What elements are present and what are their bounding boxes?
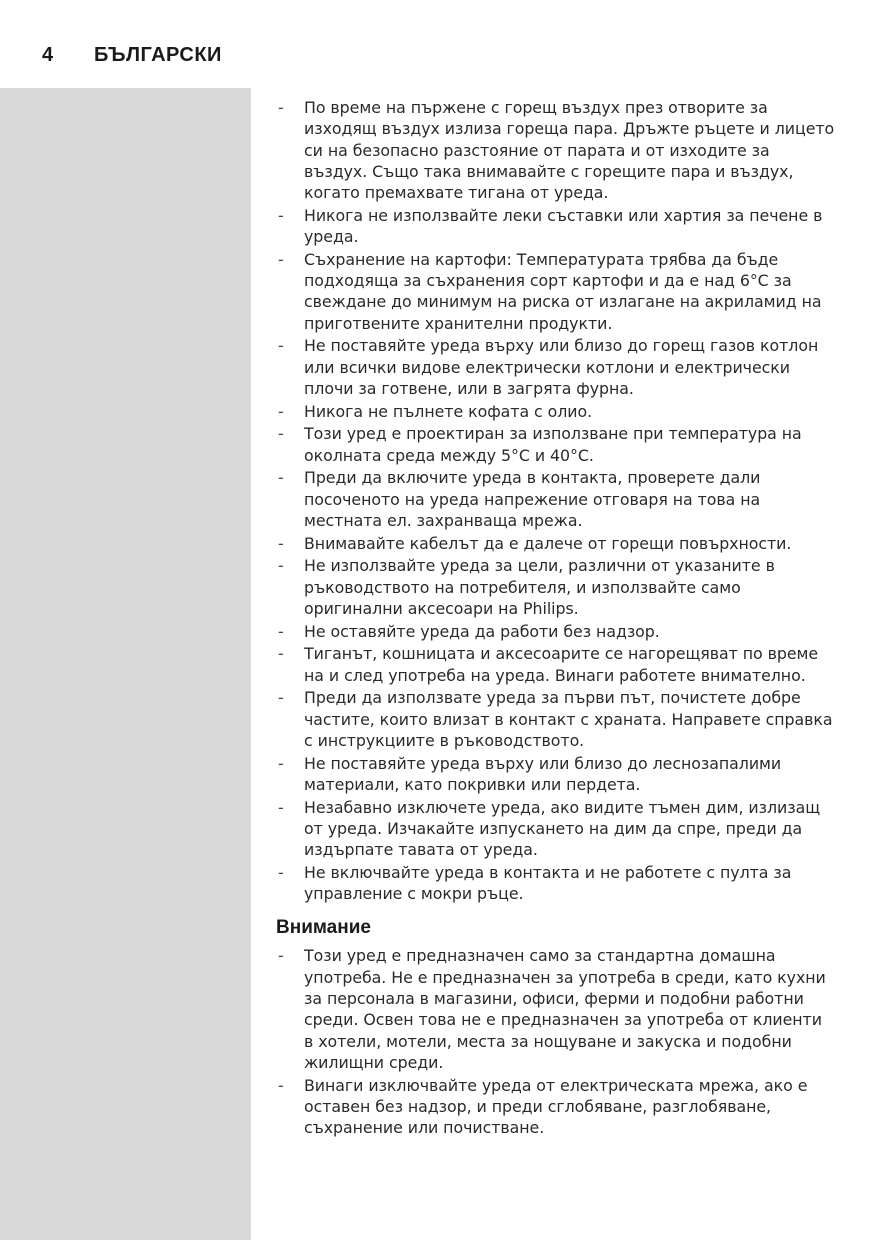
bullet-dash: - bbox=[278, 468, 284, 488]
list-item-text: Този уред е предназначен само за стандартна домашна употреба. Не е предназначен за употреба в среди, като кухни за персонала в магазини, офиси, ферми и подобни работни среди. Освен това не е предназначен за употреба от клиенти в хотели, мотели, места за нощуване и закуска и подобни жилищни среди. bbox=[304, 946, 826, 1072]
bullet-dash: - bbox=[278, 862, 284, 882]
caution-list bbox=[276, 945, 836, 1138]
list-item-text: Тиганът, кошницата и аксесоарите се нагорещяват по време на и след употреба на уреда. Винаги работете внимателно. bbox=[304, 644, 819, 685]
list-item-text: Преди да включите уреда в контакта, проверете дали посоченото на уреда напрежение отговаря на това на местната ел. захранваща мрежа. bbox=[304, 468, 761, 530]
caution-heading: Внимание bbox=[276, 917, 371, 939]
list-item bbox=[276, 249, 836, 334]
list-item-text: Никога не пълнете кофата с олио. bbox=[304, 401, 593, 421]
list-item-text: Внимавайте кабелът да е далече от горещи повърхности. bbox=[304, 533, 792, 553]
list-item bbox=[276, 862, 836, 905]
list-item bbox=[276, 555, 836, 619]
bullet-dash: - bbox=[278, 205, 284, 225]
list-item bbox=[276, 97, 836, 203]
language-title: БЪЛГАРСКИ bbox=[94, 43, 222, 66]
list-item bbox=[276, 945, 836, 1073]
bullet-dash: - bbox=[278, 556, 284, 576]
list-item-text: Съхранение на картофи: Температурата трябва да бъде подходяща за съхранения сорт картофи и да е над 6°C за свеждане до минимум на риска от излагане на акриламид на приготвените хранителни продукти. bbox=[304, 249, 822, 333]
sidebar-panel bbox=[0, 88, 251, 1240]
bullet-dash: - bbox=[278, 688, 284, 708]
list-item-text: Никога не използвайте леки съставки или хартия за печене в уреда. bbox=[304, 205, 823, 247]
page-header bbox=[42, 42, 222, 68]
list-item-text: По време на пържене с горещ въздух през отворите за изходящ въздух излиза гореща пара. Дръжте ръцете и лицето си на безопасно разстояние от парата и от изходите за въздух. Също така внимавайте с горещите пара и въздух, когато премахвате тигана от уреда. bbox=[304, 98, 835, 203]
list-item-text: Преди да използвате уреда за първи път, почистете добре частите, които влизат в контакт с храната. Направете справка с инструкциите в ръководството. bbox=[304, 688, 833, 750]
list-item-text: Не поставяйте уреда върху или близо до леснозапалими материали, като покривки или пердета. bbox=[304, 753, 782, 794]
bullet-dash: - bbox=[278, 401, 284, 421]
bullet-dash: - bbox=[278, 946, 284, 966]
safety-list bbox=[276, 97, 836, 904]
page-number: 4 bbox=[42, 43, 54, 66]
list-item-text: Този уред е проектиран за използване при температура на околната среда между 5°C и 40°C. bbox=[304, 424, 802, 465]
list-item bbox=[276, 621, 836, 642]
list-item-text: Не включвайте уреда в контакта и не работете с пулта за управление с мокри ръце. bbox=[304, 862, 792, 904]
list-item-text: Не поставяйте уреда върху или близо до горещ газов котлон или всички видове електрически котлони и електрически плочи за готвене, или в загрята фурна. bbox=[304, 336, 819, 399]
list-item-text: Не оставяйте уреда да работи без надзор. bbox=[304, 621, 660, 641]
list-item-text: Незабавно изключете уреда, ако видите тъмен дим, излизащ от уреда. Изчакайте изпускането на дим да спре, преди да издърпате тавата от уреда. bbox=[304, 797, 821, 860]
bullet-dash: - bbox=[278, 424, 284, 444]
list-item bbox=[276, 205, 836, 248]
list-item bbox=[276, 467, 836, 531]
list-item-text: Винаги изключвайте уреда от електрическата мрежа, ако е оставен без надзор, и преди сглобяване, разглобяване, съхранение или почистване. bbox=[304, 1075, 808, 1138]
bullet-dash: - bbox=[278, 797, 284, 817]
list-item bbox=[276, 643, 836, 686]
list-item bbox=[276, 1075, 836, 1139]
bullet-dash: - bbox=[278, 336, 284, 356]
list-item bbox=[276, 423, 836, 466]
bullet-dash: - bbox=[278, 621, 284, 641]
bullet-dash: - bbox=[278, 753, 284, 773]
list-item bbox=[276, 533, 836, 554]
main-content bbox=[276, 97, 836, 1140]
list-item bbox=[276, 335, 836, 399]
bullet-dash: - bbox=[278, 1075, 284, 1095]
list-item bbox=[276, 797, 836, 861]
bullet-dash: - bbox=[278, 533, 284, 553]
list-item bbox=[276, 687, 836, 751]
bullet-dash: - bbox=[278, 249, 284, 269]
bullet-dash: - bbox=[278, 98, 284, 117]
bullet-dash: - bbox=[278, 644, 284, 664]
list-item-text: Не използвайте уреда за цели, различни от указаните в ръководството на потребителя, и използвайте само оригинални аксесоари на Philips. bbox=[304, 556, 775, 618]
list-item bbox=[276, 401, 836, 422]
list-item bbox=[276, 753, 836, 796]
